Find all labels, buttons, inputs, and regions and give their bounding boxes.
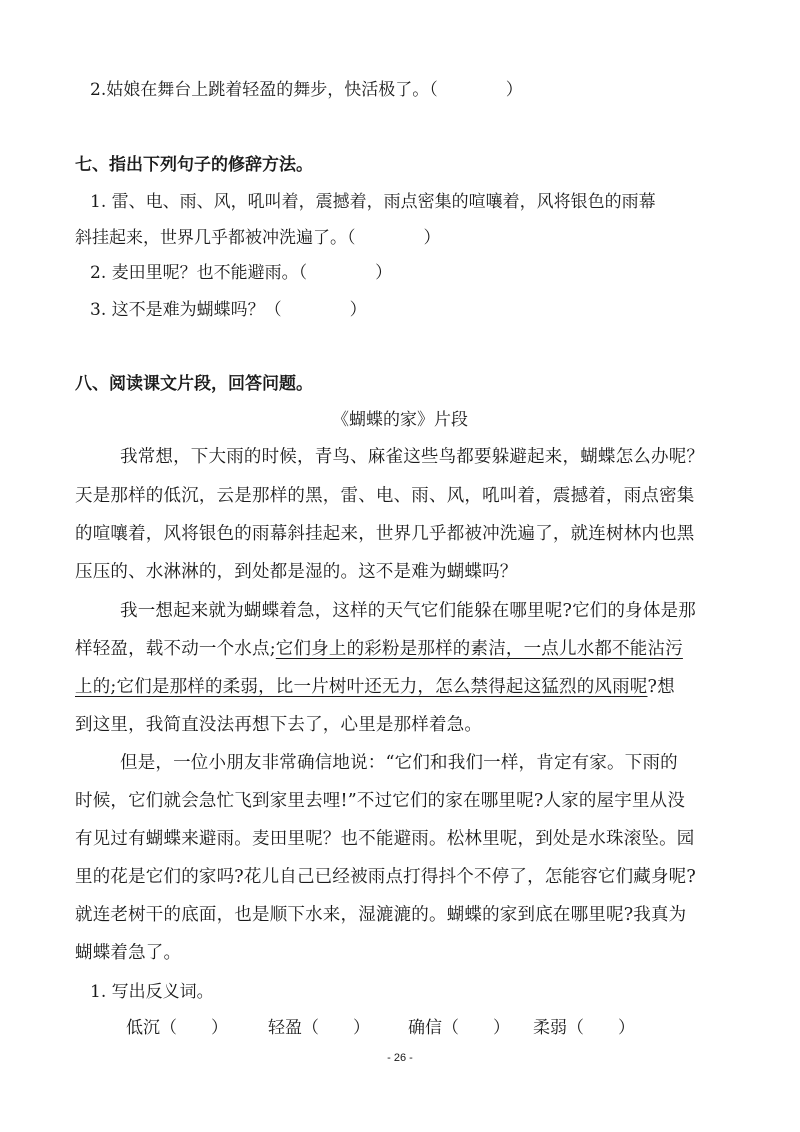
antonym-2: 轻盈（ ） <box>268 1018 370 1038</box>
p2-line-2-underlined: 它们身上的彩粉是那样的素洁，一点儿水都不能沾污 <box>275 639 683 659</box>
p1-line-3: 的喧嚷着，风将银色的雨幕斜挂起来，世界几乎都被冲洗遍了，就连树林内也黑 <box>75 524 695 544</box>
section-7-title: 七、指出下列句子的修辞方法。 <box>75 155 313 175</box>
p2-line-4: 到这里，我简直没法再想下去了，心里是那样着急。 <box>75 715 483 735</box>
p3-line-4: 里的花是它们的家吗?花儿自己已经被雨点打得抖个不停了，怎能容它们藏身呢? <box>75 867 696 887</box>
p3-line-3: 有见过有蝴蝶来避雨。麦田里呢？也不能避雨。松林里呢，到处是水珠滚坠。园 <box>75 829 695 849</box>
question-1: 1. 写出反义词。 <box>90 982 214 1002</box>
p2-line-2-plain: 样轻盈，载不动一个水点; <box>75 639 276 659</box>
passage-title: 《蝴蝶的家》片段 <box>332 410 468 430</box>
section-8-title: 八、阅读课文片段，回答问题。 <box>75 374 313 394</box>
p3-line-1: 但是，一位小朋友非常确信地说：“它们和我们一样，肯定有家。下雨的 <box>120 753 678 773</box>
page-number: - 26 - <box>387 1052 413 1064</box>
q6-item-2: 2.姑娘在舞台上跳着轻盈的舞步，快活极了。（ ） <box>90 80 523 100</box>
p2-line-3-underlined: 上的;它们是那样的柔弱，比一片树叶还无力，怎么禁得起这猛烈的风雨呢 <box>75 677 648 697</box>
p2-line-3 <box>75 675 675 699</box>
antonym-1: 低沉（ ） <box>126 1018 228 1038</box>
p3-line-2: 时候，它们就会急忙飞到家里去哩!”不过它们的家在哪里呢?人家的屋宇里从没 <box>75 791 686 811</box>
p3-line-5: 就连老树干的底面，也是顺下水来，湿漉漉的。蝴蝶的家到底在哪里呢?我真为 <box>75 905 687 925</box>
p1-line-1: 我常想，下大雨的时候，青鸟、麻雀这些鸟都要躲避起来，蝴蝶怎么办呢？ <box>120 447 705 467</box>
p1-line-2: 天是那样的低沉，云是那样的黑，雷、电、雨、风，吼叫着，震撼着，雨点密集 <box>75 486 695 506</box>
p2-line-3-plain: ?想 <box>647 677 675 697</box>
p2-line-2 <box>75 637 683 661</box>
p1-line-4: 压压的、水淋淋的，到处都是湿的。这不是难为蝴蝶吗？ <box>75 562 518 582</box>
p3-line-6: 蝴蝶着急了。 <box>75 943 182 963</box>
s7-item-1-line-1: 1. 雷、电、雨、风，吼叫着，震撼着，雨点密集的喧嚷着，风将银色的雨幕 <box>90 192 656 212</box>
p2-line-1: 我一想起来就为蝴蝶着急，这样的天气它们能躲在哪里呢?它们的身体是那 <box>120 601 696 621</box>
s7-item-2: 2. 麦田里呢？也不能避雨。（ ） <box>90 263 393 283</box>
antonym-4: 柔弱（ ） <box>533 1018 635 1038</box>
s7-item-1-line-2: 斜挂起来，世界几乎都被冲洗遍了。（ ） <box>75 228 441 248</box>
antonym-3: 确信（ ） <box>408 1018 510 1038</box>
s7-item-3: 3. 这不是难为蝴蝶吗？（ ） <box>90 300 367 320</box>
